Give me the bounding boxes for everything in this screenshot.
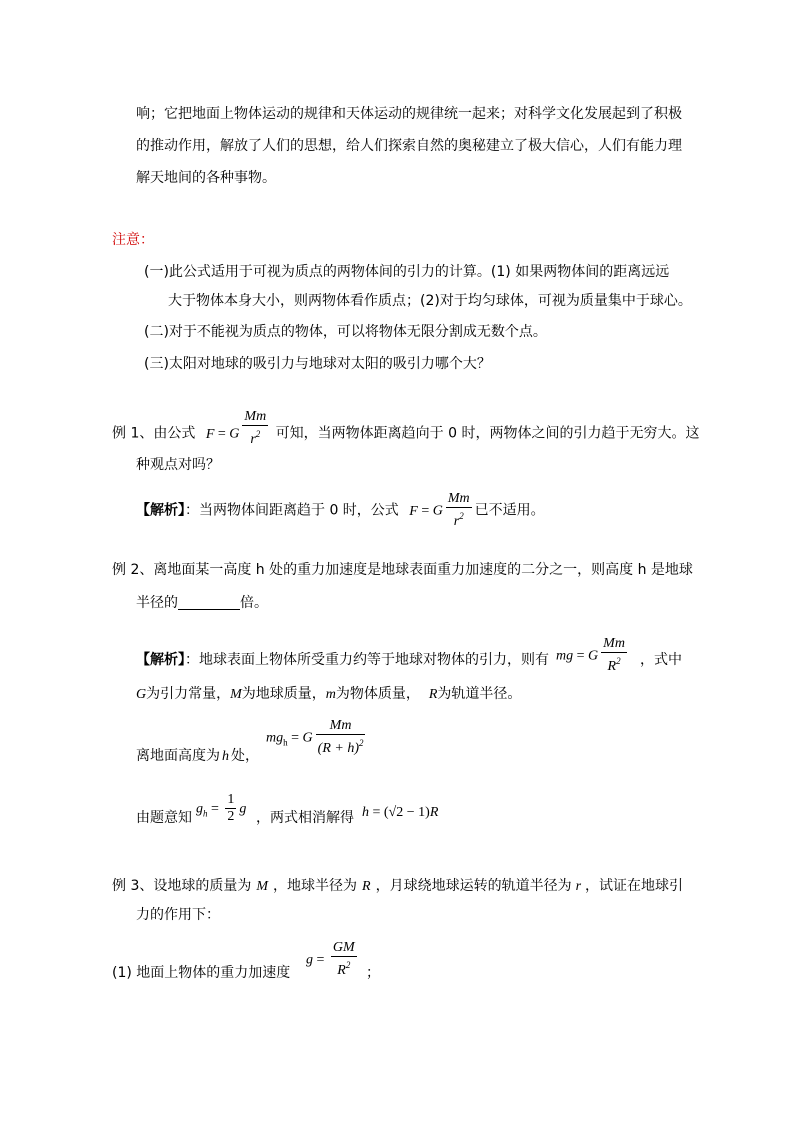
example-2-line-2-prefix: 半径的 — [136, 595, 178, 611]
notice-item-1-line-1: (一)此公式适用于可视为质点的两物体间的引力的计算。(1) 如果两物体间的距离远远 — [144, 264, 670, 280]
example-3-item-1-suffix: ； — [366, 965, 380, 981]
example-2-definitions: G为引力常量，M为地球质量，m为物体质量， R为轨道半径。 — [136, 686, 522, 702]
formula-mgh: $mg_h = G$ $\frac{Mm}{(R + h)^2}$ — [266, 718, 364, 756]
example-2-condition: 由题意知 — [136, 810, 192, 826]
example-1-analysis-formula: F — [409, 503, 418, 519]
intro-line-3: 解天地间的各种事物。 — [136, 170, 276, 186]
example-1-line-2: 种观点对吗？ — [136, 457, 220, 473]
notice-item-1-line-2: 大于物体本身大小，则两物体看作质点；(2)对于均匀球体，可视为质量集中于球心。 — [168, 293, 692, 309]
fraction-mm-over-r2: $\frac{Mm}{r^2}$ — [244, 409, 267, 447]
intro-line-1: 响；它把地面上物体运动的规律和天体运动的规律统一起来；对科学文化发展起到了积极 — [136, 106, 682, 122]
example-1-analysis-text: ：当两物体间距离趋于 0 时，公式 — [185, 502, 399, 519]
example-1-analysis: 【解析】：当两物体间距离趋于 0 时，公式 F = G $\frac{Mm}{r^2}$ 已不适用。 — [136, 491, 545, 529]
example-2-line-2 — [136, 593, 268, 613]
example-2-height: 离地面高度为 h 处， — [136, 748, 259, 764]
analysis-label: 【解析】 — [136, 652, 185, 668]
formula-mg-equals: mg = G $\frac{Mm}{R^2}$ — [556, 636, 625, 674]
example-1-line-1: 例 1、由公式 F = G $\frac{Mm}{r^2}$ 可知，当两物体距离趋向于 0 时，两物体之间的引力趋于无穷大。这 — [112, 409, 700, 447]
example-2-condition-mid: ，两式相消解得 — [256, 810, 354, 826]
notice-item-2: (二)对于不能视为质点的物体，可以将物体无限分割成无数个点。 — [144, 324, 547, 340]
example-2-analysis — [136, 650, 549, 670]
formula-h-solution: h = (√2 − 1)R — [362, 805, 439, 820]
example-3-line-2: 力的作用下： — [136, 907, 220, 923]
notice-title: 注意： — [112, 232, 154, 248]
analysis-label: 【解析】 — [136, 502, 185, 519]
example-1-formula: F — [205, 426, 215, 442]
example-1-suffix: 可知，当两物体距离趋向于 0 时，两物体之间的引力趋于无穷大。这 — [275, 425, 700, 442]
formula-gh-half-g: $g_h$ = $\frac{1}{2}$ g — [196, 792, 247, 824]
example-2-analysis-suffix: ，式中 — [640, 652, 682, 668]
notice-item-3: (三)太阳对地球的吸引力与地球对太阳的吸引力哪个大？ — [144, 356, 491, 372]
example-2-analysis-text: ：地球表面上物体所受重力约等于地球对物体的引力，则有 — [185, 652, 549, 668]
example-2-line-1: 例 2、离地面某一高度 h 处的重力加速度是地球表面重力加速度的二分之一，则高度 h 是地球 — [112, 562, 693, 578]
example-1-prefix: 例 1、由公式 — [112, 425, 196, 442]
fraction-mm-over-r2-analysis: $\frac{Mm}{r^2}$ — [447, 491, 470, 529]
formula-g-gm-r2: g = $\frac{GM}{R^2}$ — [306, 940, 355, 978]
example-3-line-1: 例 3、设地球的质量为 M ，地球半径为 R ，月球绕地球运转的轨道半径为 r ，试证在地球引 — [112, 878, 684, 894]
intro-line-2: 的推动作用，解放了人们的思想，给人们探索自然的奥秘建立了极大信心，人们有能力理 — [136, 138, 682, 154]
answer-blank[interactable] — [178, 595, 240, 610]
example-1-analysis-suffix: 已不适用。 — [474, 502, 545, 519]
example-2-line-2-suffix: 倍。 — [240, 595, 268, 611]
example-3-item-1: (1) 地面上物体的重力加速度 — [112, 965, 291, 981]
